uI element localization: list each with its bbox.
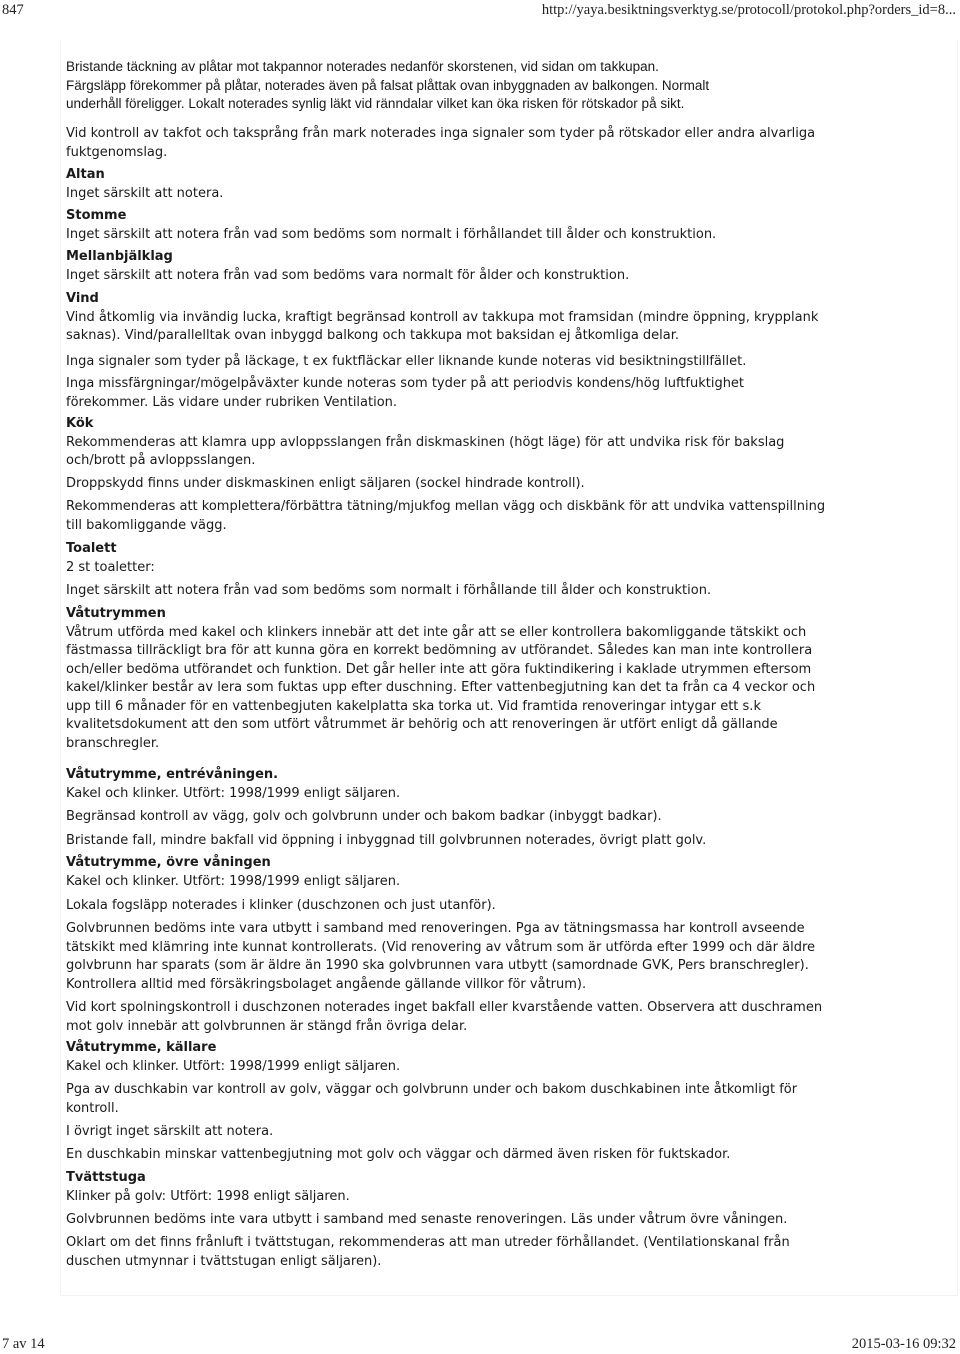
protocol-content <box>60 40 958 1296</box>
paragraph: underhåll föreligger. Lokalt noterades synlig läkt vid ränndalar vilket kan öka risken för rötskador på sikt. <box>66 96 685 111</box>
section-altan <box>66 166 946 203</box>
print-header <box>0 0 960 22</box>
paragraph: fuktgenomslag. <box>66 144 168 160</box>
print-url[interactable]: http://yaya.besiktningsverktyg.se/protocoll/protokol.php?orders_id=8... <box>541 2 956 18</box>
paragraph: Vid kontroll av takfot och taksprång från mark noterades inga signaler som tyder på rötskador eller andra alvarliga <box>66 126 816 141</box>
kok-seal-note <box>66 498 946 535</box>
section-toalett <box>66 540 946 577</box>
paragraph: Begränsad kontroll av vägg, golv och golvbrunn under och bakom badkar (inbyggt badkar). <box>66 809 662 824</box>
section-stomme <box>66 207 946 244</box>
paragraph: mot golv innebär att golvbrunnen är stängd från övriga delar. <box>66 1018 468 1034</box>
paragraph: och/eller bedöma utförandet och funktion. Det går heller inte att göra fuktindikering i kaklade utrymmen eftersom <box>66 661 812 677</box>
section-entrevaning <box>66 766 946 803</box>
paragraph: Inga signaler som tyder på läckage, t ex fuktfläckar eller liknande kunde noteras vid besiktningstillfället. <box>66 354 747 369</box>
section-heading: Mellanbjälklag <box>66 249 173 264</box>
paragraph: Kakel och klinker. Utfört: 1998/1999 enligt säljaren. <box>66 785 401 801</box>
paragraph: Inget särskilt att notera från vad som bedöms som normalt i förhållande till ålder och konstruktion. <box>66 583 712 598</box>
paragraph: tätskikt med klämring inte kunnat kontrollerats. (Vid renovering av våtrum som är utförda efter 1999 och där äldre <box>66 939 815 955</box>
section-vind <box>66 290 946 346</box>
section-vatutrymmen <box>66 605 946 753</box>
tvattstuga-drain-note <box>66 1211 946 1230</box>
paragraph: Bristande täckning av plåtar mot takpannor noterades nedanför skorstenen, vid sidan om takkupan. <box>66 59 659 74</box>
paragraph: kakel/klinker består av lera som fuktas upp efter duschning. Efter vattenbegjutning kan det ta från ca 4 veckor och <box>66 680 816 695</box>
paragraph: golvbrunn har sparats (som är äldre än 1990 ska golvbrunnen vara utbytt (samordnade GVK, Pers branschregler). <box>66 958 809 973</box>
section-heading: Våtutrymmen <box>66 606 166 621</box>
kallare-other-note <box>66 1123 946 1142</box>
roof-eaves-note <box>66 125 946 162</box>
kok-drip-note <box>66 475 946 494</box>
kallare-risk-note <box>66 1146 946 1165</box>
paragraph: Inget särskilt att notera från vad som bedöms vara normalt för ålder och konstruktion. <box>66 267 630 283</box>
paragraph: branschregler. <box>66 735 160 751</box>
ovre-spray-note <box>66 999 946 1036</box>
paragraph: Lokala fogsläpp noterades i klinker (duschzonen och just utanför). <box>66 898 496 913</box>
section-heading: Tvättstuga <box>66 1170 146 1185</box>
toalett-note <box>66 582 946 601</box>
paragraph: Oklart om det finns frånluft i tvättstugan, rekommenderas att man utreder förhållandet. (Ventilationskanal från <box>66 1235 790 1250</box>
paragraph: Rekommenderas att komplettera/förbättra tätning/mjukfog mellan vägg och diskbänk för att undvika vattenspillning <box>66 499 826 514</box>
section-tvattstuga <box>66 1169 946 1206</box>
paragraph: till bakomliggande vägg. <box>66 517 227 533</box>
paragraph: Klinker på golv: Utfört: 1998 enligt säljaren. <box>66 1188 350 1204</box>
paragraph: Våtrum utförda med kakel och klinkers innebär att det inte går att se eller kontrollera bakomliggande tätskikt och <box>66 624 807 640</box>
paragraph: Droppskydd finns under diskmaskinen enligt säljaren (sockel hindrade kontroll). <box>66 476 585 491</box>
print-page-number: 847 <box>2 2 24 18</box>
paragraph: Pga av duschkabin var kontroll av golv, väggar och golvbrunn under och bakom duschkabinen inte åtkomligt för <box>66 1082 798 1097</box>
section-heading: Våtutrymme, övre våningen <box>66 855 271 870</box>
paragraph: Kontrollera alltid med försäkringsbolaget angående gällande villkor för våtrum). <box>66 976 587 992</box>
print-footer <box>0 1334 960 1354</box>
paragraph: fästmassa tillräckligt bra för att kunna göra en korrekt bedömning av utförandet. Således kan man inte kontrollera <box>66 643 813 658</box>
paragraph: Golvbrunnen bedöms inte vara utbytt i samband med senaste renoveringen. Läs under våtrum övre våningen. <box>66 1212 788 1227</box>
paragraph: Färgsläpp förekommer på plåtar, noterades även på falsat plåttak ovan inbyggnaden av balkongen. Normalt <box>66 77 710 93</box>
paragraph: 2 st toaletter: <box>66 559 155 575</box>
section-mellanbjalklag <box>66 248 946 285</box>
paragraph: I övrigt inget särskilt att notera. <box>66 1124 274 1139</box>
section-kallare <box>66 1039 946 1076</box>
paragraph: Rekommenderas att klamra upp avloppsslangen från diskmaskinen (högt läge) för att undvika risk för bakslag <box>66 434 785 450</box>
paragraph: kontroll. <box>66 1100 119 1116</box>
paragraph: Vid kort spolningskontroll i duschzonen noterades inget bakfall eller kvarstående vatten. Observera att duschramen <box>66 1000 823 1015</box>
section-kok <box>66 415 946 471</box>
tvattstuga-vent-note <box>66 1234 946 1271</box>
paragraph: En duschkabin minskar vattenbegjutning mot golv och väggar och därmed även risken för fuktskador. <box>66 1147 731 1162</box>
paragraph: duschen utmynnar i tvättstugan enligt säljaren). <box>66 1253 382 1269</box>
kallare-cabin-note <box>66 1081 946 1118</box>
paragraph: Kakel och klinker. Utfört: 1998/1999 enligt säljaren. <box>66 1058 401 1074</box>
entre-limited-note <box>66 808 946 827</box>
paragraph: Inget särskilt att notera. <box>66 185 224 201</box>
ovre-drain-note <box>66 920 946 994</box>
section-heading: Våtutrymme, entrévåningen. <box>66 767 279 782</box>
vind-leak-note <box>66 353 946 372</box>
paragraph: Inga missfärgningar/mögelpåväxter kunde noteras som tyder på att periodvis kondens/hög luftfuktighet <box>66 376 745 391</box>
section-ovre-vaning <box>66 854 946 891</box>
paragraph: upp till 6 månader för en vattenbegjuten kakelplatta ska torka ut. Vid framtida renoveringar intygar ett s.k <box>66 698 761 714</box>
paragraph: Inget särskilt att notera från vad som bedöms som normalt i förhållandet till ålder och konstruktion. <box>66 226 717 242</box>
entre-fall-note <box>66 832 946 851</box>
section-heading: Kök <box>66 416 94 431</box>
ovre-fog-note <box>66 897 946 916</box>
paragraph: Golvbrunnen bedöms inte vara utbytt i samband med renoveringen. Pga av tätningsmassa har kontroll avseende <box>66 921 805 936</box>
paragraph: Bristande fall, mindre bakfall vid öppning i inbyggnad till golvbrunnen noterades, övrigt platt golv. <box>66 833 707 848</box>
print-page-count: 7 av 14 <box>2 1336 45 1352</box>
paragraph: förekommer. Läs vidare under rubriken Ventilation. <box>66 394 398 410</box>
paragraph: Vind åtkomlig via invändig lucka, kraftigt begränsad kontroll av takkupa mot framsidan (mindre öppning, krypplank <box>66 309 819 325</box>
vind-mold-note <box>66 375 946 412</box>
print-timestamp: 2015-03-16 09:32 <box>851 1336 956 1352</box>
section-heading: Vind <box>66 291 99 306</box>
roof-notes <box>66 58 946 114</box>
paragraph: Kakel och klinker. Utfört: 1998/1999 enligt säljaren. <box>66 873 401 889</box>
paragraph: kvalitetsdokument att den som utfört våtrummet är behörig och att renoveringen är utfört enligt då gällande <box>66 717 778 732</box>
paragraph: saknas). Vind/parallelltak ovan inbyggd balkong och takkupa mot baksidan ej åtkomliga delar. <box>66 328 680 343</box>
section-heading: Altan <box>66 167 105 182</box>
section-heading: Våtutrymme, källare <box>66 1040 217 1055</box>
paragraph: och/brott på avloppsslangen. <box>66 453 256 468</box>
section-heading: Toalett <box>66 541 117 556</box>
section-heading: Stomme <box>66 208 127 223</box>
